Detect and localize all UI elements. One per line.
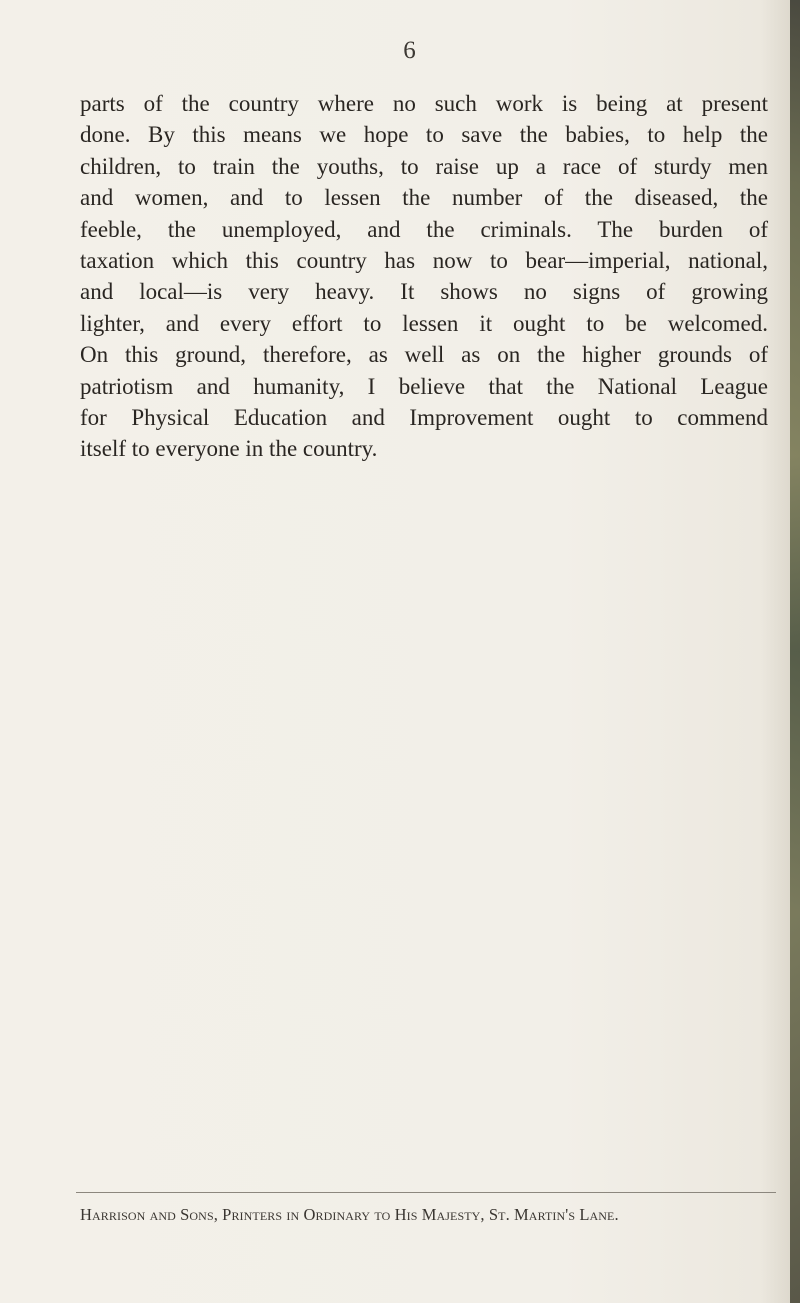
text-line: taxation which this country has now to bear—imperial, national,: [80, 248, 768, 274]
text-line: itself to everyone in the country.: [80, 436, 378, 462]
text-line: parts of the country where no such work is being at present: [80, 91, 768, 116]
text-line: done. By this means we hope to save the babies, to help the: [80, 122, 768, 148]
footer-rule: [76, 1192, 776, 1193]
printer-imprint: Harrison and Sons, Printers in Ordinary to His Majesty, St. Martin's Lane.: [80, 1205, 619, 1224]
body-paragraph: [80, 88, 768, 465]
text-line: and women, and to lessen the number of the diseased, the: [80, 185, 768, 211]
text-line: children, to train the youths, to raise up a race of sturdy men: [80, 153, 768, 179]
text-line: for Physical Education and Improvement ought to commend: [80, 405, 768, 431]
page-edge-binding: [790, 0, 800, 1303]
text-line: lighter, and every effort to lessen it ought to be welcomed.: [80, 310, 768, 336]
text-line: and local—is very heavy. It shows no signs of growing: [80, 279, 768, 305]
text-line: feeble, the unemployed, and the criminals. The burden of: [80, 216, 768, 242]
page-number: 6: [403, 37, 417, 64]
text-line: patriotism and humanity, I believe that the National League: [80, 373, 768, 399]
text-line: On this ground, therefore, as well as on the higher grounds of: [80, 342, 768, 368]
